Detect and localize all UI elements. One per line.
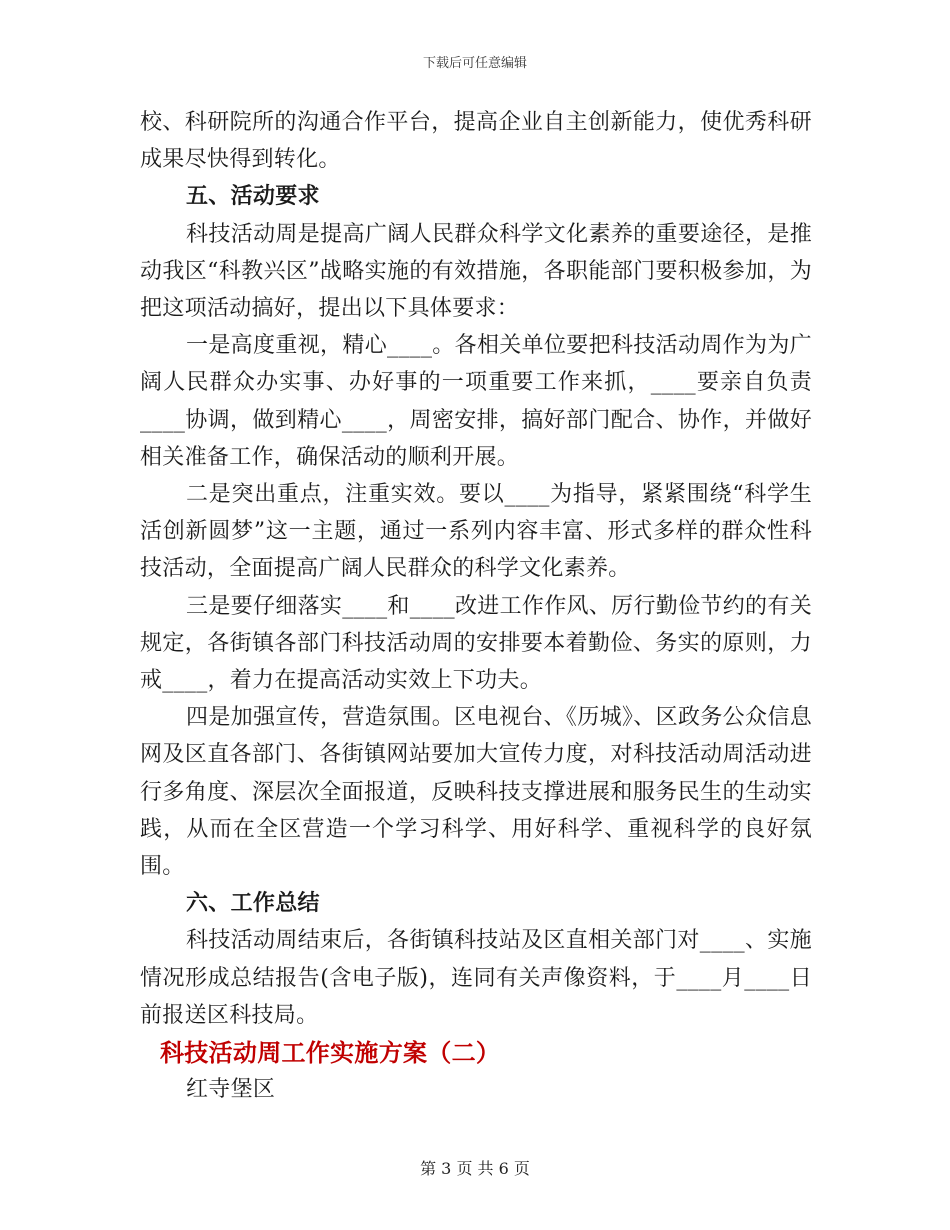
paragraph-requirement-2: 二是突出重点，注重实效。要以____为指导，紧紧围绕“科学生活创新圆梦”这一主题，通过一系列内容丰富、形式多样的群众性科技活动，全面提高广阔人民群众的科学文化素养。: [140, 482, 812, 582]
document-body: [140, 104, 812, 1108]
page-header-note: 下载后可任意编辑: [422, 56, 527, 71]
paragraph-requirement-1: 一是高度重视，精心____。各相关单位要把科技活动周作为为广阔人民群众办实事、办好事的一项重要工作来抓，____要亲自负责____协调，做到精心____，周密安排，搞好部门配合、协作，并做好相关准备工作，确保活动的顺利开展。: [140, 333, 812, 470]
heading-work-summary: 六、工作总结: [186, 890, 320, 917]
page-number: 第 3 页 共 6 页: [420, 1159, 530, 1178]
paragraph-work-summary: 科技活动周结束后，各街镇科技站及区直相关部门对____、实施情况形成总结报告(含电子版)，连同有关声像资料，于____月____日前报送区科技局。: [140, 928, 812, 1028]
paragraph-requirements-intro: 科技活动周是提高广阔人民群众科学文化素养的重要途径，是推动我区“科教兴区”战略实施的有效措施，各职能部门要积极参加，为把这项活动搞好，提出以下具体要求：: [140, 221, 812, 322]
heading-activity-requirements: 五、活动要求: [186, 183, 320, 210]
paragraph-requirement-3: 三是要仔细落实____和____改进工作作风、厉行勤俭节约的有关规定，各街镇各部门科技活动周的安排要本着勤俭、务实的原则，力戒____，着力在提高活动实效上下功夫。: [140, 593, 812, 694]
paragraph-continuation: 校、科研院所的沟通合作平台，提高企业自主创新能力，使优秀科研成果尽快得到转化。: [140, 110, 812, 173]
paragraph-requirement-4: 四是加强宣传，营造氛围。区电视台、《历城》、区政务公众信息网及区直各部门、各街镇网站要加大宣传力度，对科技活动周活动进行多角度、深层次全面报道，反映科技支撑进展和服务民生的生动实践，从而在全区营造一个学习科学、用好科学、重视科学的良好氛围。: [140, 705, 812, 880]
section-title: 科技活动周工作实施方案（二）: [160, 1038, 501, 1068]
paragraph-district-name: 红寺堡区: [186, 1077, 276, 1103]
